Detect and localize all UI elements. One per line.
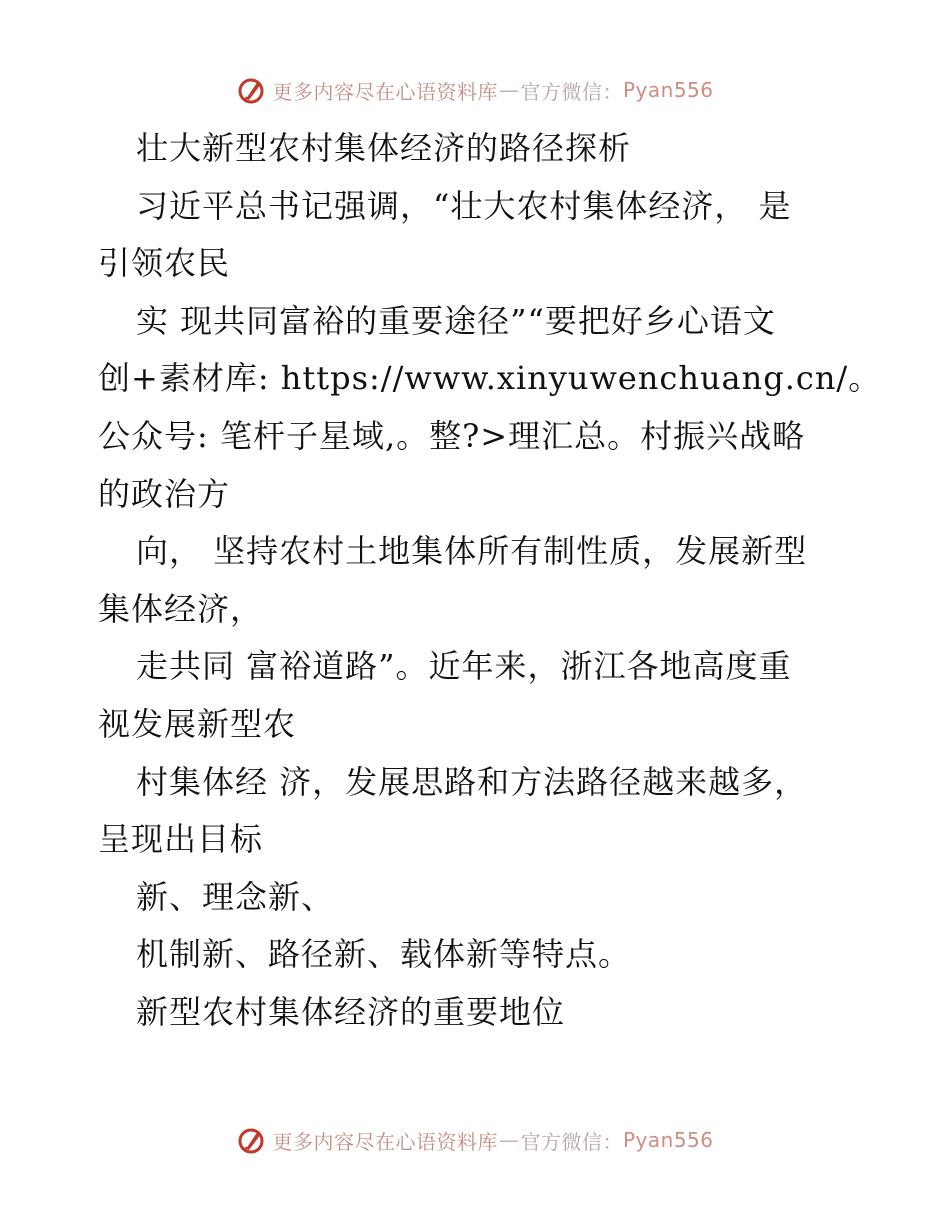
- paragraph-line: 走共同 富裕道路”。近年来，浙江各地高度重: [136, 647, 792, 686]
- section-heading: 新型农村集体经济的重要地位: [136, 992, 566, 1031]
- quill-logo-icon: [236, 75, 266, 105]
- paragraph-line: 习近平总书记强调，“壮大农村集体经济， 是: [136, 186, 792, 225]
- watermark-wechat-id: Pyan556: [622, 78, 714, 102]
- paragraph-line: 实 现共同富裕的重要途径”“要把好乡心语文: [136, 301, 776, 340]
- watermark-wechat-id: Pyan556: [622, 1128, 714, 1152]
- watermark-brand: 更多内容尽在心语资料库: [272, 1129, 498, 1154]
- paragraph-line: 的政治方: [98, 474, 231, 513]
- footer-watermark: [0, 1120, 950, 1160]
- paragraph-line: 向， 坚持农村土地集体所有制性质，发展新型: [136, 532, 808, 571]
- document-body: [98, 120, 882, 1042]
- paragraph-line: 村集体经 济，发展思路和方法路径越来越多，: [136, 762, 808, 801]
- quill-logo-icon: [236, 1125, 266, 1155]
- paragraph-line: 集体经济，: [98, 589, 264, 628]
- watermark-dash: —: [498, 78, 520, 102]
- watermark-brand: 更多内容尽在心语资料库: [272, 79, 498, 104]
- paragraph-line: 呈现出目标: [98, 820, 264, 859]
- header-watermark: [0, 70, 950, 110]
- paragraph-line: 引领农民: [98, 244, 231, 283]
- paragraph-line: 机制新、路径新、载体新等特点。: [136, 935, 632, 974]
- watermark-wechat-label: 官方微信：: [520, 1129, 623, 1154]
- watermark-dash: —: [498, 1128, 520, 1152]
- watermark-wechat-label: 官方微信：: [520, 79, 623, 104]
- document-title: 壮大新型农村集体经济的路径探析: [136, 129, 632, 167]
- paragraph-line: 创+素材库: https://www.xinyuwenchuang.cn/。: [98, 359, 882, 398]
- paragraph-line: 视发展新型农: [98, 704, 297, 743]
- paragraph-line: 新、理念新、: [136, 877, 335, 916]
- paragraph-line: 公众号: 笔杆子星域,。整?>理汇总。村振兴战略: [98, 416, 806, 455]
